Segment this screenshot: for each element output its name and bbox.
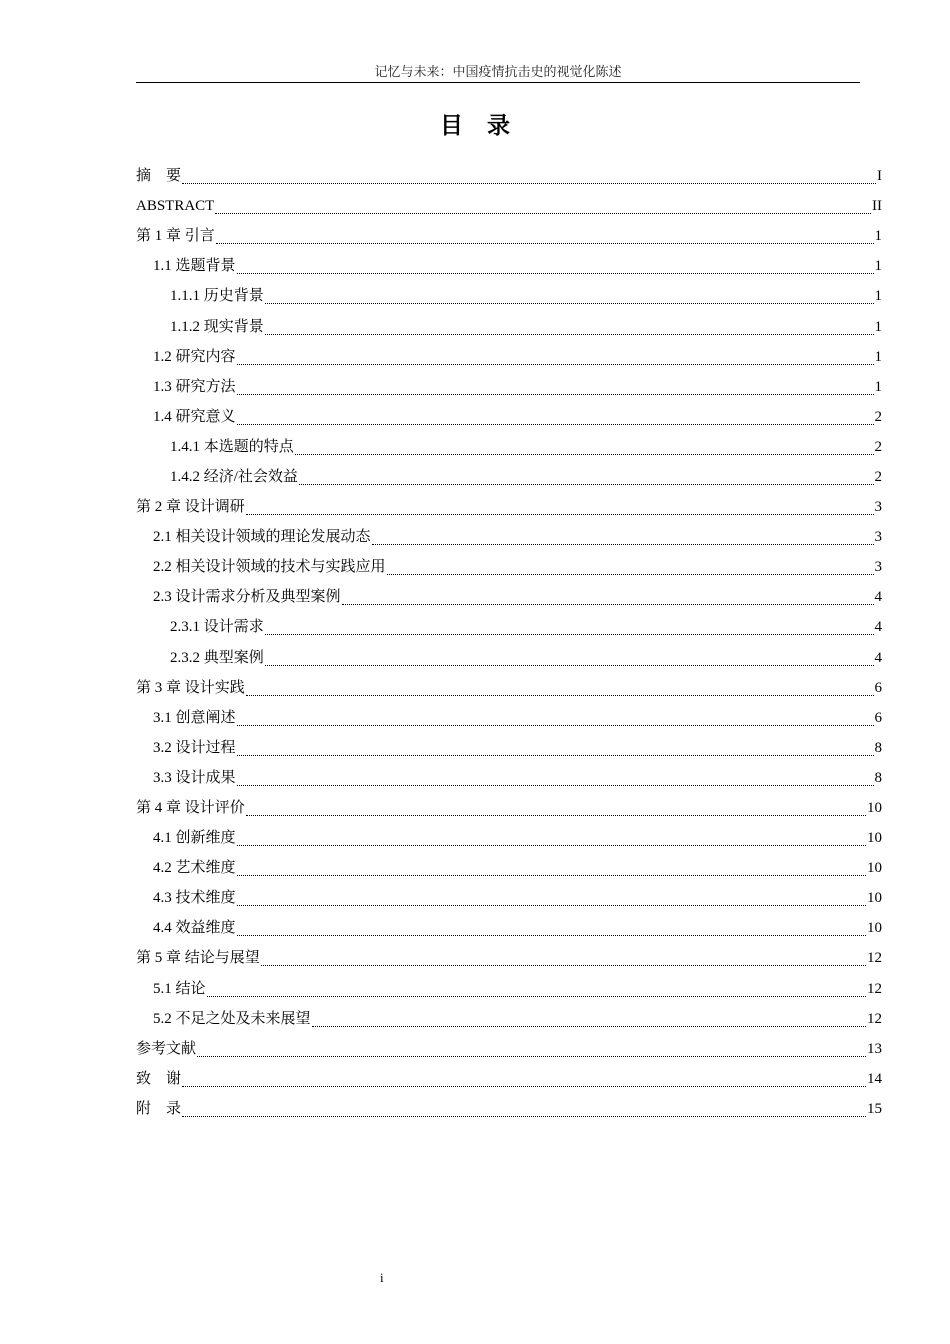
toc-entry-label: 1.4.1 本选题的特点 — [170, 438, 294, 455]
toc-entry-page: 10 — [867, 830, 882, 847]
toc-entry[interactable] — [136, 883, 882, 913]
dot-leader — [215, 205, 871, 214]
dot-leader — [237, 386, 874, 395]
toc-entry-label: 2.3.2 典型案例 — [170, 649, 264, 666]
toc-entry-page: 15 — [867, 1100, 882, 1117]
toc-entry-label: 第 1 章 引言 — [136, 228, 215, 245]
dot-leader — [246, 807, 866, 816]
toc-entry-label: 2.3 设计需求分析及典型案例 — [153, 589, 341, 606]
toc-entry[interactable] — [136, 492, 882, 522]
toc-entry-label: 第 3 章 设计实践 — [136, 679, 245, 696]
toc-entry-page: 2 — [874, 438, 882, 455]
toc-entry[interactable] — [136, 191, 882, 221]
toc-entry[interactable] — [136, 372, 882, 402]
toc-entry[interactable] — [136, 552, 882, 582]
table-of-contents — [136, 161, 882, 1124]
toc-entry-page: 10 — [867, 860, 882, 877]
toc-entry-page: 1 — [874, 348, 882, 365]
toc-entry-label: 3.2 设计过程 — [153, 739, 236, 756]
toc-entry-page: 1 — [874, 378, 882, 395]
toc-entry-label: 第 2 章 设计调研 — [136, 499, 245, 516]
toc-entry[interactable] — [136, 522, 882, 552]
toc-entry-label: 2.3.1 设计需求 — [170, 619, 264, 636]
toc-entry[interactable] — [136, 673, 882, 703]
page-number: i — [380, 1270, 384, 1285]
toc-entry[interactable] — [136, 823, 882, 853]
toc-entry[interactable] — [136, 943, 882, 973]
toc-entry-page: 3 — [874, 559, 882, 576]
toc-entry-label: 1.2 研究内容 — [153, 348, 236, 365]
toc-entry-page: 8 — [874, 739, 882, 756]
toc-entry-label: 1.4 研究意义 — [153, 408, 236, 425]
dot-leader — [207, 988, 866, 997]
toc-entry[interactable] — [136, 342, 882, 372]
toc-entry[interactable] — [136, 251, 882, 281]
dot-leader — [261, 957, 866, 966]
toc-entry-page: 6 — [874, 679, 882, 696]
toc-entry[interactable] — [136, 432, 882, 462]
toc-entry-page: 12 — [867, 1010, 882, 1027]
dot-leader — [237, 927, 866, 936]
toc-entry-page: 2 — [874, 468, 882, 485]
toc-entry-label: 1.1.2 现实背景 — [170, 318, 264, 335]
toc-entry[interactable] — [136, 1034, 882, 1064]
toc-entry-label: 1.3 研究方法 — [153, 378, 236, 395]
toc-entry-label: 4.3 技术维度 — [153, 890, 236, 907]
toc-entry[interactable] — [136, 582, 882, 612]
toc-entry[interactable] — [136, 281, 882, 311]
dot-leader — [237, 837, 866, 846]
toc-entry-label: ABSTRACT — [136, 198, 215, 215]
toc-entry-page: 2 — [874, 408, 882, 425]
toc-entry[interactable] — [136, 763, 882, 793]
toc-entry-page: 14 — [867, 1070, 882, 1087]
dot-leader — [237, 867, 866, 876]
toc-entry[interactable] — [136, 462, 882, 492]
dot-leader — [265, 657, 874, 666]
toc-entry-label: 5.2 不足之处及未来展望 — [153, 1010, 311, 1027]
dot-leader — [216, 235, 874, 244]
toc-entry[interactable] — [136, 221, 882, 251]
running-title: 记忆与未来：中国疫情抗击史的视觉化陈述 — [374, 64, 622, 79]
dot-leader — [265, 326, 874, 335]
toc-entry-label: 1.1 选题背景 — [153, 258, 236, 275]
dot-leader — [342, 596, 874, 605]
toc-entry[interactable] — [136, 612, 882, 642]
toc-entry-page: 8 — [874, 769, 882, 786]
dot-leader — [237, 356, 874, 365]
toc-entry-label: 第 4 章 设计评价 — [136, 800, 245, 817]
toc-entry[interactable] — [136, 703, 882, 733]
toc-entry-label: 4.4 效益维度 — [153, 920, 236, 937]
toc-entry-label: 1.4.2 经济/社会效益 — [170, 468, 298, 485]
dot-leader — [237, 747, 874, 756]
dot-leader — [246, 506, 874, 515]
toc-entry[interactable] — [136, 853, 882, 883]
dot-leader — [237, 416, 874, 425]
dot-leader — [237, 717, 874, 726]
toc-entry-page: 3 — [874, 529, 882, 546]
toc-entry-label: 3.1 创意阐述 — [153, 709, 236, 726]
toc-entry-page: II — [872, 198, 882, 215]
toc-entry-page: 1 — [874, 258, 882, 275]
toc-entry[interactable] — [136, 793, 882, 823]
dot-leader — [237, 897, 866, 906]
toc-entry-page: 12 — [867, 980, 882, 997]
toc-entry-label: 3.3 设计成果 — [153, 769, 236, 786]
dot-leader — [237, 777, 874, 786]
toc-entry-page: 10 — [867, 920, 882, 937]
toc-entry[interactable] — [136, 1094, 882, 1124]
toc-entry-label: 2.2 相关设计领域的技术与实践应用 — [153, 559, 386, 576]
dot-leader — [237, 265, 874, 274]
toc-entry-label: 5.1 结论 — [153, 980, 206, 997]
toc-entry-page: 6 — [874, 709, 882, 726]
toc-entry[interactable] — [136, 402, 882, 432]
running-header — [136, 64, 860, 83]
toc-entry-page: 3 — [874, 499, 882, 516]
toc-entry[interactable] — [136, 733, 882, 763]
dot-leader — [182, 1078, 866, 1087]
toc-entry-label: 4.1 创新维度 — [153, 830, 236, 847]
toc-entry-page: 4 — [874, 589, 882, 606]
toc-entry-label: 附 录 — [136, 1100, 182, 1117]
toc-entry-page: 13 — [867, 1040, 882, 1057]
dot-leader — [387, 566, 874, 575]
toc-entry-label: 第 5 章 结论与展望 — [136, 950, 260, 967]
toc-entry-page: 4 — [874, 619, 882, 636]
page-title: 目录 — [440, 113, 534, 139]
toc-entry[interactable] — [136, 311, 882, 341]
toc-entry[interactable] — [136, 1004, 882, 1034]
toc-entry-label: 摘 要 — [136, 168, 182, 185]
toc-entry-label: 1.1.1 历史背景 — [170, 288, 264, 305]
dot-leader — [312, 1018, 866, 1027]
toc-entry[interactable] — [136, 1064, 882, 1094]
toc-entry-page: 1 — [874, 228, 882, 245]
toc-entry-page: 1 — [874, 318, 882, 335]
dot-leader — [299, 476, 874, 485]
toc-entry[interactable] — [136, 643, 882, 673]
toc-entry-page: 4 — [874, 649, 882, 666]
toc-entry-page: 10 — [867, 800, 882, 817]
dot-leader — [246, 687, 874, 696]
toc-entry[interactable] — [136, 913, 882, 943]
dot-leader — [372, 536, 874, 545]
dot-leader — [295, 446, 874, 455]
toc-entry[interactable] — [136, 161, 882, 191]
toc-entry-label: 2.1 相关设计领域的理论发展动态 — [153, 529, 371, 546]
dot-leader — [182, 1108, 866, 1117]
dot-leader — [265, 295, 874, 304]
toc-entry-label: 4.2 艺术维度 — [153, 860, 236, 877]
toc-entry-label: 致 谢 — [136, 1070, 182, 1087]
toc-entry-page: I — [877, 168, 882, 185]
toc-entry-page: 1 — [874, 288, 882, 305]
dot-leader — [265, 626, 874, 635]
dot-leader — [182, 175, 876, 184]
toc-entry[interactable] — [136, 974, 882, 1004]
toc-entry-page: 10 — [867, 890, 882, 907]
dot-leader — [197, 1048, 866, 1057]
toc-entry-page: 12 — [867, 950, 882, 967]
toc-entry-label: 参考文献 — [136, 1040, 197, 1057]
